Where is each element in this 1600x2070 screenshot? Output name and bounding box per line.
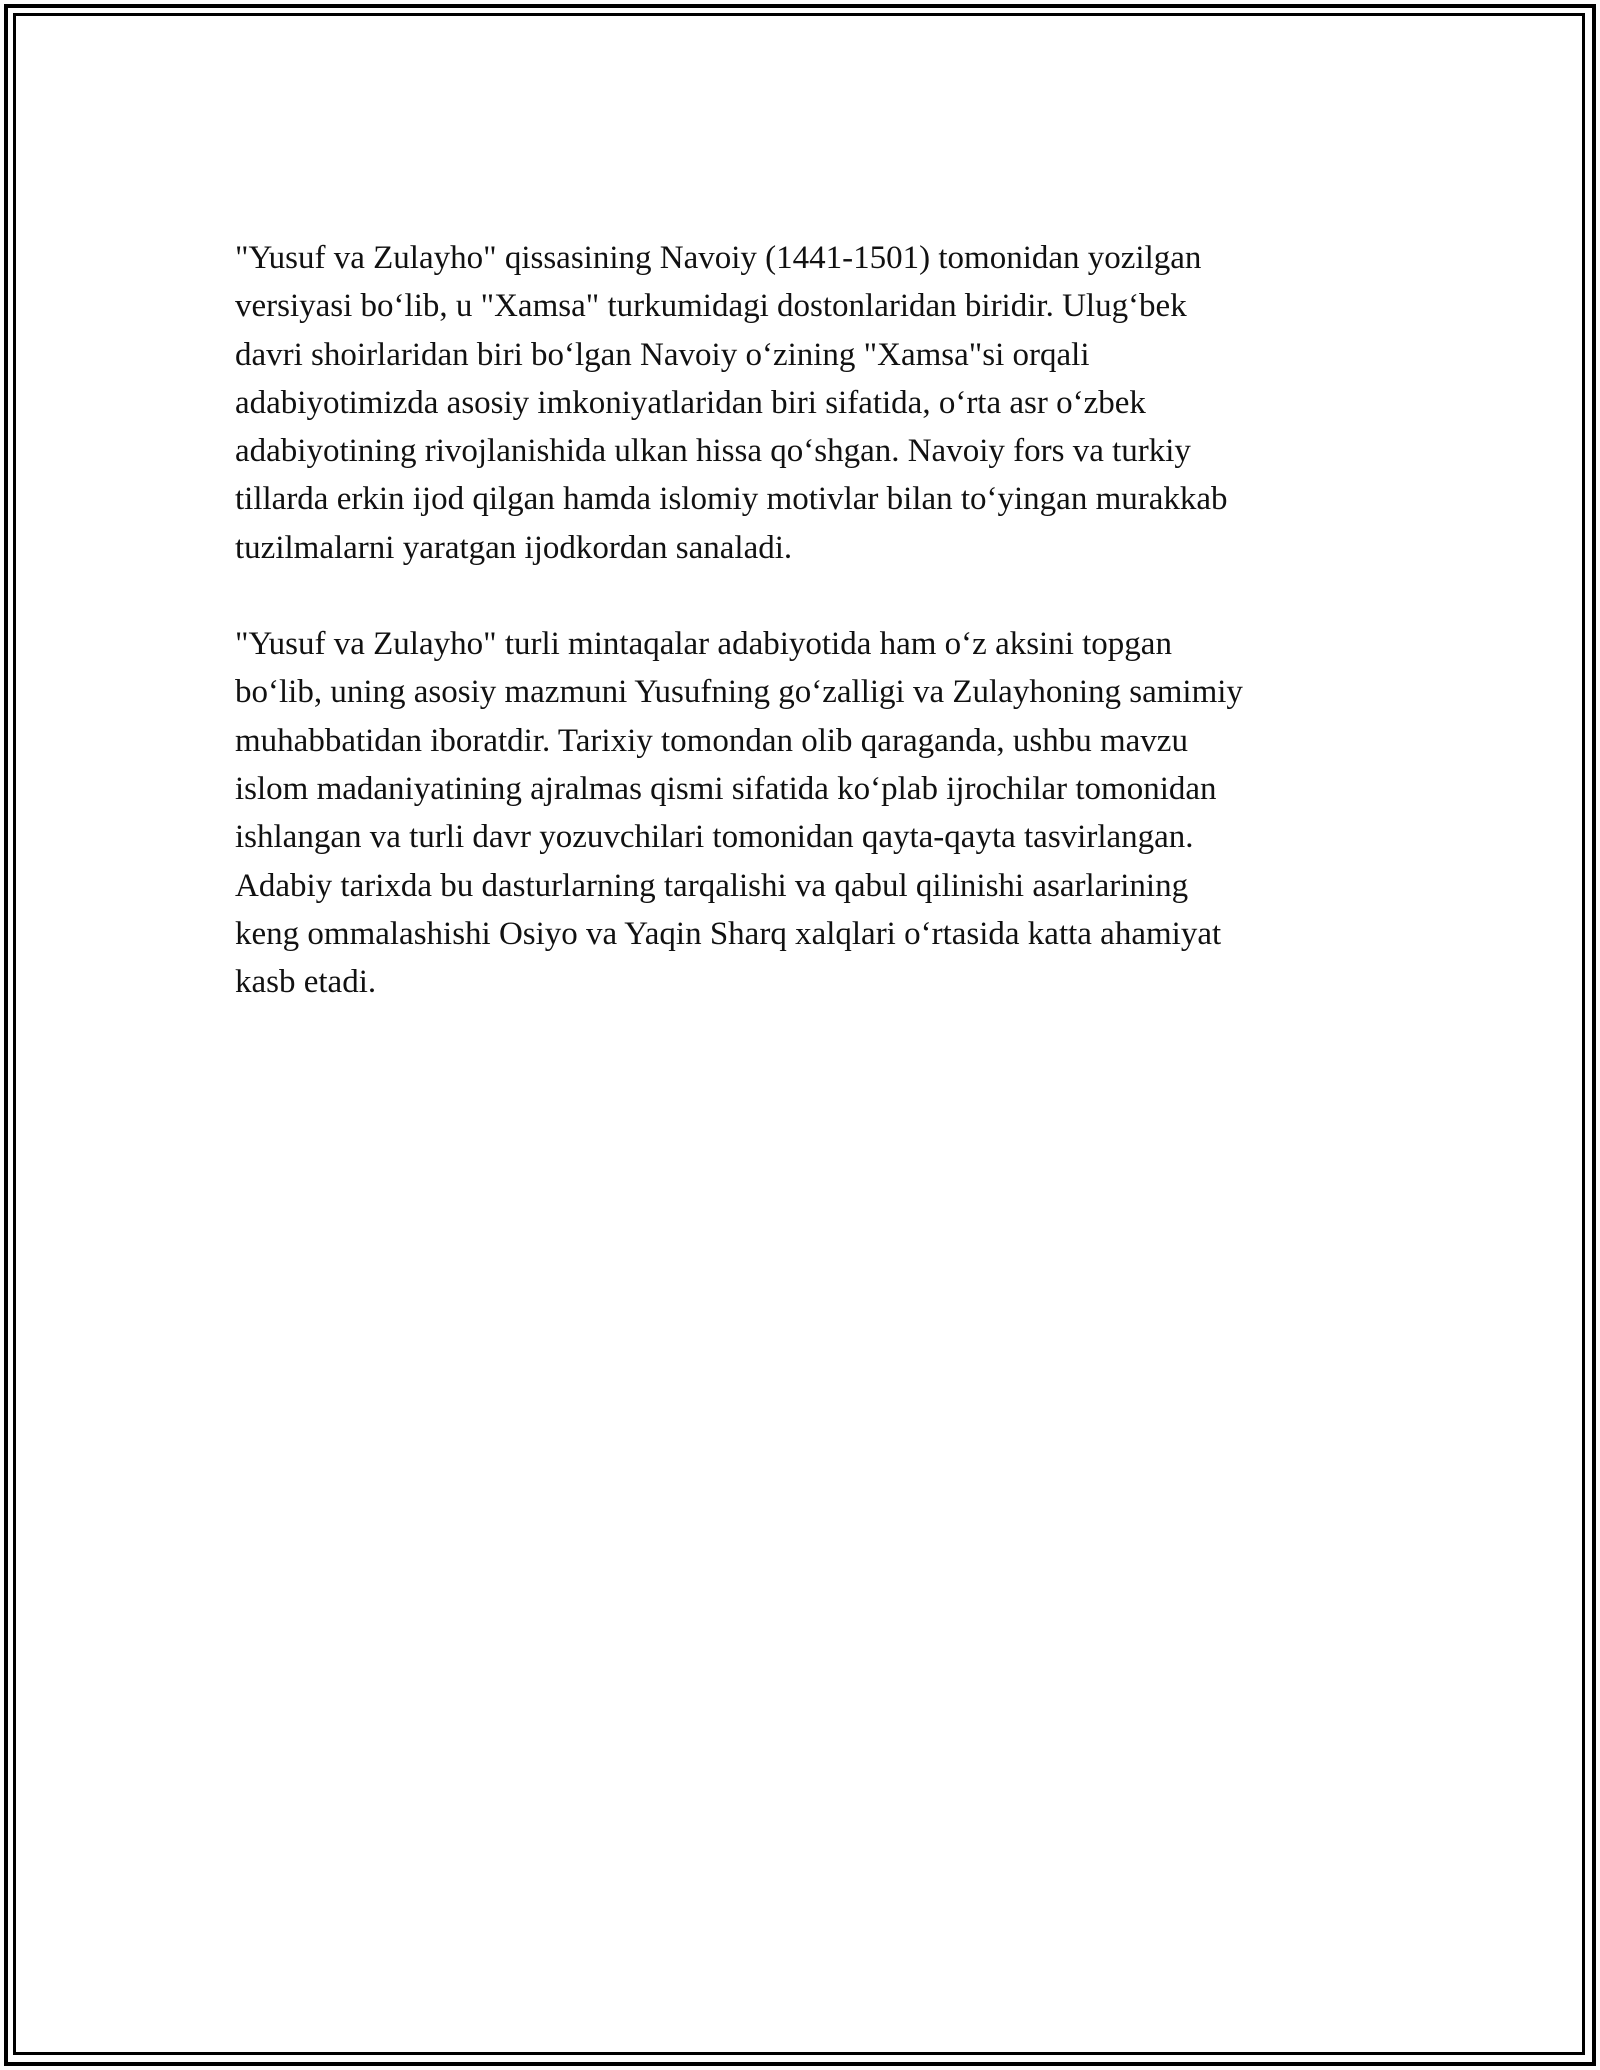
text-line: islom madaniyatining ajralmas qismi sifatida ko‘plab ijrochilar tomonidan (235, 770, 1217, 807)
text-line: ishlangan va turli davr yozuvchilari tomonidan qayta-qayta tasvirlangan. (235, 819, 1194, 856)
document-body (235, 234, 1375, 1054)
text-line: tuzilmalarni yaratgan ijodkordan sanaladi. (235, 529, 793, 566)
text-line: "Yusuf va Zulayho" qissasining Navoiy (1441-1501) tomonidan yozilgan (235, 240, 1202, 276)
text-line: davri shoirlaridan biri bo‘lgan Navoiy o‘zining "Xamsa"si orqali (235, 336, 1090, 373)
text-line: tillarda erkin ijod qilgan hamda islomiy motivlar bilan to‘yingan murakkab (235, 481, 1228, 518)
text-line: adabiyotimizda asosiy imkoniyatlaridan biri sifatida, o‘rta asr o‘zbek (235, 384, 1146, 421)
text-line: kasb etadi. (235, 964, 377, 1001)
text-line: muhabbatidan iboratdir. Tarixiy tomondan olib qaraganda, ushbu mavzu (235, 722, 1188, 759)
text-line: bo‘lib, uning asosiy mazmuni Yusufning go‘zalligi va Zulayhoning samimiy (235, 674, 1243, 711)
text-line: Adabiy tarixda bu dasturlarning tarqalishi va qabul qilinishi asarlarining (235, 867, 1189, 904)
text-line: "Yusuf va Zulayho" turli mintaqalar adabiyotida ham o‘z aksini topgan (235, 626, 1172, 663)
paragraph-1 (235, 234, 1375, 572)
text-line: keng ommalashishi Osiyo va Yaqin Sharq xalqlari o‘rtasida katta ahamiyat (235, 915, 1222, 952)
text-line: adabiyotining rivojlanishida ulkan hissa qo‘shgan. Navoiy fors va turkiy (235, 433, 1191, 470)
text-line: versiyasi bo‘lib, u "Xamsa" turkumidagi dostonlaridan biridir. Ulug‘bek (235, 288, 1187, 325)
paragraph-2 (235, 620, 1375, 1006)
